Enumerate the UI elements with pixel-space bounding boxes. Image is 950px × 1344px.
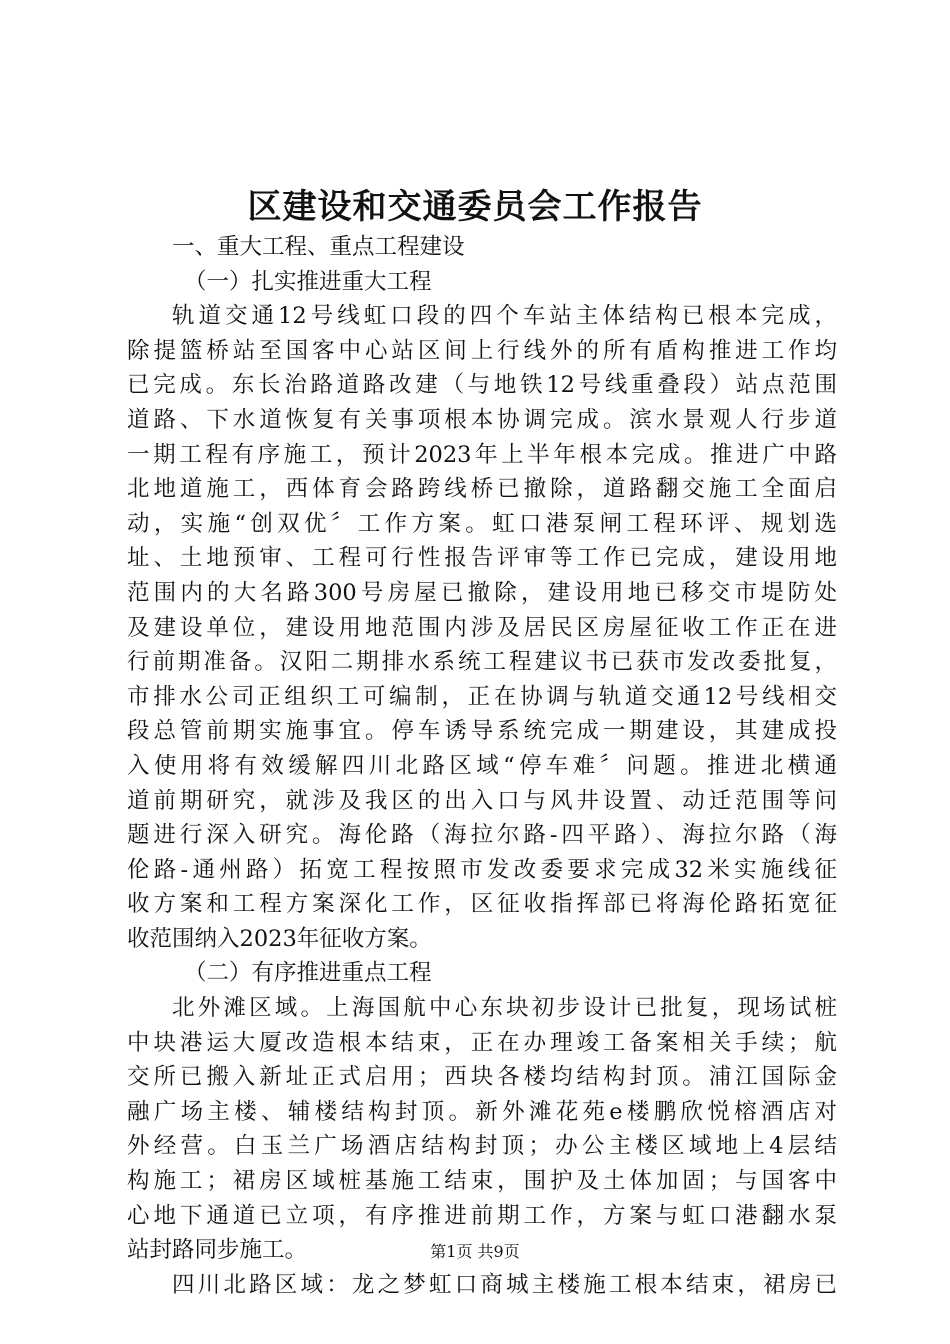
text-line: 北地道施工，西体育会路跨线桥已撤除，道路翻交施工全面启 bbox=[127, 476, 837, 503]
text-line: 构施工；裙房区域桩基施工结束，围护及土体加固；与国客中 bbox=[127, 1168, 837, 1195]
subsection-heading: （二）有序推进重点工程 bbox=[184, 960, 432, 987]
text-line: 轨道交通12号线虹口段的四个车站主体结构已根本完成， bbox=[172, 303, 837, 330]
text-line: 站封路同步施工。 bbox=[127, 1237, 308, 1264]
text-line: 外经营。白玉兰广场酒店结构封顶；办公主楼区域地上4层结 bbox=[127, 1133, 837, 1160]
text-line: 段总管前期实施事宜。停车诱导系统完成一期建设，其建成投 bbox=[127, 718, 837, 745]
section-heading: 一、重大工程、重点工程建设 bbox=[172, 234, 465, 260]
paragraph-major-projects bbox=[127, 299, 837, 956]
text-line: 心地下通道已立项，有序推进前期工作，方案与虹口港翻水泵 bbox=[127, 1202, 837, 1229]
document-title: 区建设和交通委员会工作报告 bbox=[247, 187, 703, 227]
text-line: 道前期研究，就涉及我区的出入口与风井设置、动迁范围等问 bbox=[127, 787, 837, 814]
text-line: 北外滩区域。上海国航中心东块初步设计已批复，现场试桩 bbox=[172, 995, 837, 1022]
text-line: 一期工程有序施工，预计2023年上半年根本完成。推进广中路 bbox=[127, 441, 837, 468]
text-line: 题进行深入研究。海伦路（海拉尔路-四平路）、海拉尔路（海 bbox=[127, 822, 837, 849]
text-line: 及建设单位，建设用地范围内涉及居民区房屋征收工作正在进 bbox=[127, 614, 837, 641]
text-line: 址、土地预审、工程可行性报告评审等工作已完成，建设用地 bbox=[127, 545, 837, 572]
text-line: 动，实施“创双优〞工作方案。虹口港泵闸工程环评、规划选 bbox=[127, 510, 837, 537]
subsection-heading: （一）扎实推进重大工程 bbox=[184, 268, 432, 295]
text-line: 入使用将有效缓解四川北路区域“停车难〞问题。推进北横通 bbox=[127, 752, 837, 779]
paragraph-sichuan-road bbox=[127, 1268, 837, 1303]
document-body bbox=[127, 230, 837, 1302]
text-line: 伦路-通州路）拓宽工程按照市发改委要求完成32米实施线征 bbox=[127, 856, 837, 883]
page-number: 第1页 共9页 bbox=[430, 1242, 520, 1261]
text-line: 收方案和工程方案深化工作，区征收指挥部已将海伦路拓宽征 bbox=[127, 891, 837, 918]
text-line: 行前期准备。汉阳二期排水系统工程建议书已获市发改委批复， bbox=[127, 649, 837, 676]
text-line: 四川北路区域：龙之梦虹口商城主楼施工根本结束，裙房已 bbox=[172, 1271, 837, 1298]
text-line: 中块港运大厦改造根本结束，正在办理竣工备案相关手续；航 bbox=[127, 1029, 837, 1056]
text-line: 收范围纳入2023年征收方案。 bbox=[127, 925, 432, 952]
text-line: 市排水公司正组织工可编制，正在协调与轨道交通12号线相交 bbox=[127, 683, 837, 710]
text-line: 道路、下水道恢复有关事项根本协调完成。滨水景观人行步道 bbox=[127, 406, 837, 433]
text-line: 已完成。东长治路道路改建（与地铁12号线重叠段）站点范围 bbox=[127, 372, 837, 399]
text-line: 融广场主楼、辅楼结构封顶。新外滩花苑e楼鹏欣悦榕酒店对 bbox=[127, 1098, 837, 1125]
text-line: 交所已搬入新址正式启用；西块各楼均结构封顶。浦江国际金 bbox=[127, 1064, 837, 1091]
text-line: 范围内的大名路300号房屋已撤除，建设用地已移交市堤防处 bbox=[127, 579, 837, 606]
text-line: 除提篮桥站至国客中心站区间上行线外的所有盾构推进工作均 bbox=[127, 337, 837, 364]
paragraph-key-projects bbox=[127, 991, 837, 1268]
